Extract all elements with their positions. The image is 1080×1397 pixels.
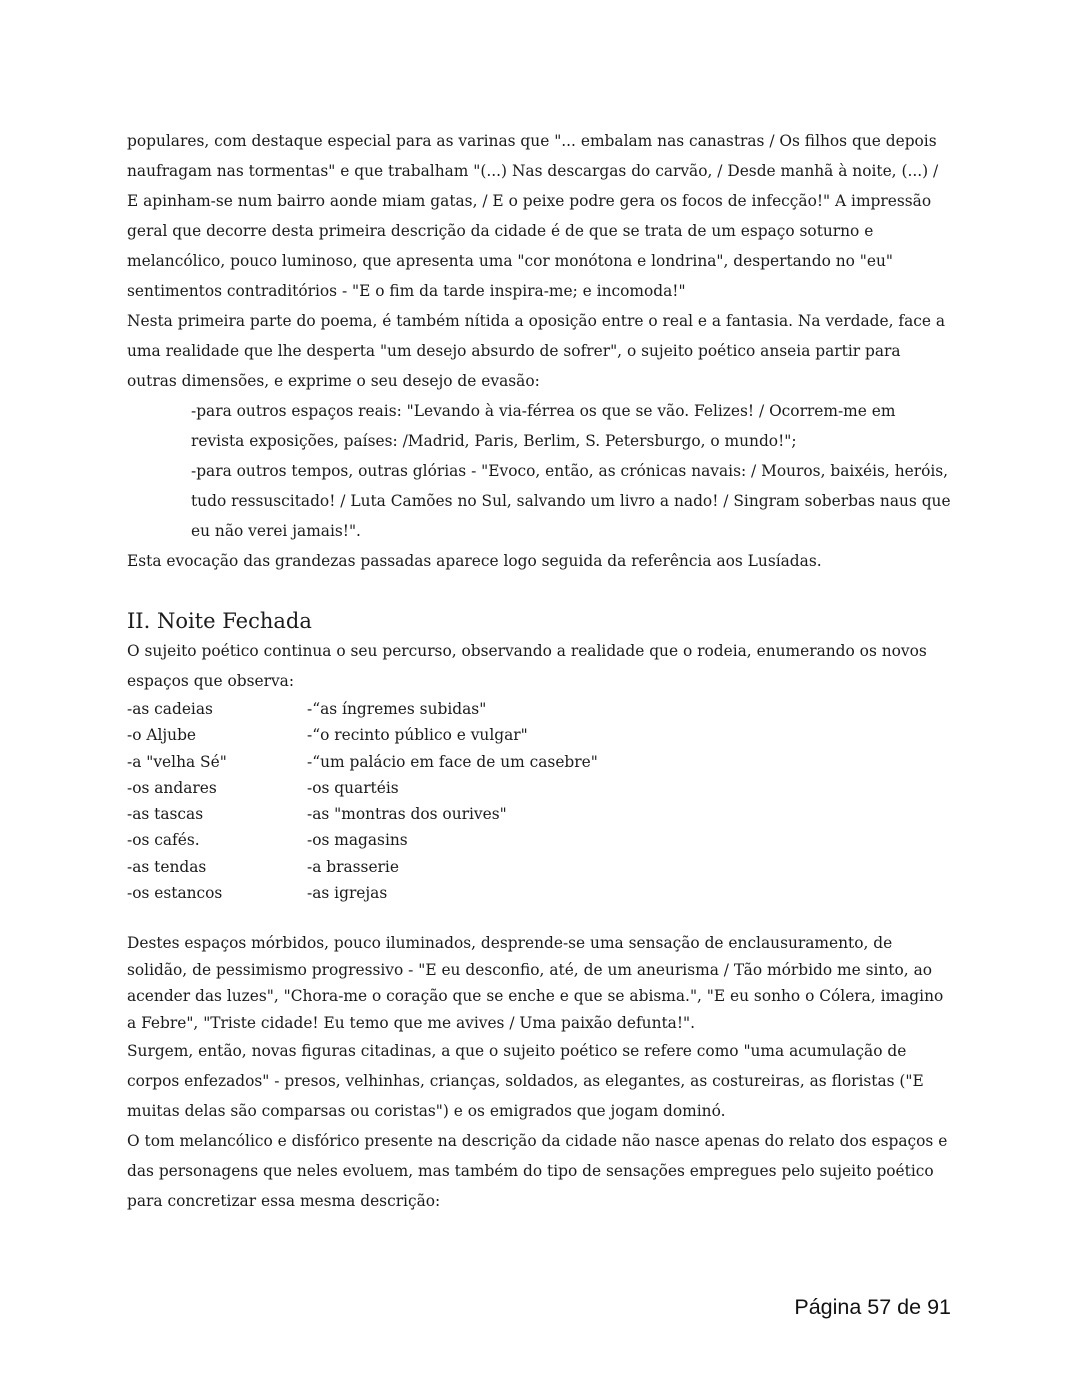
page-content bbox=[127, 126, 953, 1216]
list-row bbox=[127, 749, 953, 775]
indented-item: -para outros tempos, outras glórias - "Evoco, então, as crónicas navais: / Mouros, baixéis, heróis, tudo ressuscitado! / Luta Camões no Sul, salvando um livro a nado! / Singram soberbas naus que eu não verei jamais!". bbox=[191, 462, 951, 540]
list-row bbox=[127, 827, 953, 853]
list-item-right: -as igrejas bbox=[307, 884, 388, 903]
page-number: Página 57 de 91 bbox=[794, 1295, 951, 1319]
list-item-right: -“as íngremes subidas" bbox=[307, 700, 487, 718]
list-item-left: -os andares bbox=[127, 778, 217, 797]
list-item-left: -o Aljube bbox=[127, 726, 197, 745]
section-intro: O sujeito poético continua o seu percurso, observando a realidade que o rodeia, enumerando os novos espaços que observa: bbox=[127, 642, 927, 690]
list-item-left: -as cadeias bbox=[127, 700, 213, 718]
list-item-right: -“um palácio em face de um casebre" bbox=[307, 752, 598, 771]
list-item-right: -os magasins bbox=[307, 831, 408, 850]
list-row bbox=[127, 854, 953, 880]
body-paragraph: Nesta primeira parte do poema, é também nítida a oposição entre o real e a fantasia. Na verdade, face a uma realidade que lhe desperta "um desejo absurdo de sofrer", o sujeito poético anseia partir para outras dimensões, e exprime o seu desejo de evasão: bbox=[127, 312, 946, 390]
list-item-left: -as tendas bbox=[127, 857, 207, 876]
body-paragraph: Surgem, então, novas figuras citadinas, a que o sujeito poético se refere como "uma acumulação de corpos enfezados" - presos, velhinhas, crianças, soldados, as elegantes, as costureiras, as floristas ("E muitas delas são comparsas ou coristas") e os emigrados que jogam dominó. bbox=[127, 1042, 924, 1121]
list-item-right: -a brasserie bbox=[307, 857, 399, 876]
body-paragraph: populares, com destaque especial para as varinas que "... embalam nas canastras / Os filhos que depois naufragam nas tormentas" e que trabalham "(...) Nas descargas do carvão, / Desde manhã à noite, (...) / E apinham-se num bairro aonde miam gatas, / E o peixe podre gera os focos de infecção!" A impressão geral que decorre desta primeira descrição da cidade é de que se trata de um espaço soturno e melancólico, pouco luminoso, que apresenta uma "cor monótona e londrina", despertando no "eu" sentimentos contraditórios - "E o fim da tarde inspira-me; e incomoda!" bbox=[127, 132, 939, 300]
list-item-right: -“o recinto público e vulgar" bbox=[307, 726, 528, 745]
list-row bbox=[127, 696, 953, 722]
indented-item: -para outros espaços reais: "Levando à via-férrea os que se vão. Felizes! / Ocorrem-me em revista exposições, países: /Madrid, Paris, Berlim, S. Petersburgo, o mundo!"; bbox=[191, 402, 896, 450]
list-row bbox=[127, 775, 953, 801]
body-paragraph: O tom melancólico e disfórico presente na descrição da cidade não nasce apenas do relato dos espaços e das personagens que neles evoluem, mas também do tipo de sensações empregues pelo sujeito poético para concretizar essa mesma descrição: bbox=[127, 1132, 948, 1211]
body-paragraph: Destes espaços mórbidos, pouco iluminados, desprende-se uma sensação de enclausuramento, de solidão, de pessimismo progressivo - "E eu desconfio, até, de um aneurisma / Tão mórbido me sinto, ao acender das luzes", "Chora-me o coração que se enche e que se abisma.", "E eu sonho o Cólera, imagino a Febre", "Triste cidade! Eu temo que me avives / Uma paixão defunta!". bbox=[127, 934, 944, 1032]
spaces-list bbox=[127, 696, 953, 906]
list-item-right: -as "montras dos ourives" bbox=[307, 805, 507, 824]
body-paragraph: Esta evocação das grandezas passadas aparece logo seguida da referência aos Lusíadas. bbox=[127, 552, 822, 570]
list-row bbox=[127, 880, 953, 906]
list-item-left: -as tascas bbox=[127, 805, 204, 824]
list-item-left: -os cafés. bbox=[127, 831, 200, 850]
list-item-left: -os estancos bbox=[127, 884, 223, 903]
list-item-left: -a "velha Sé" bbox=[127, 752, 227, 771]
list-item-right: -os quartéis bbox=[307, 778, 399, 797]
list-row bbox=[127, 722, 953, 748]
list-row bbox=[127, 801, 953, 827]
section-heading: II. Noite Fechada bbox=[127, 609, 312, 633]
